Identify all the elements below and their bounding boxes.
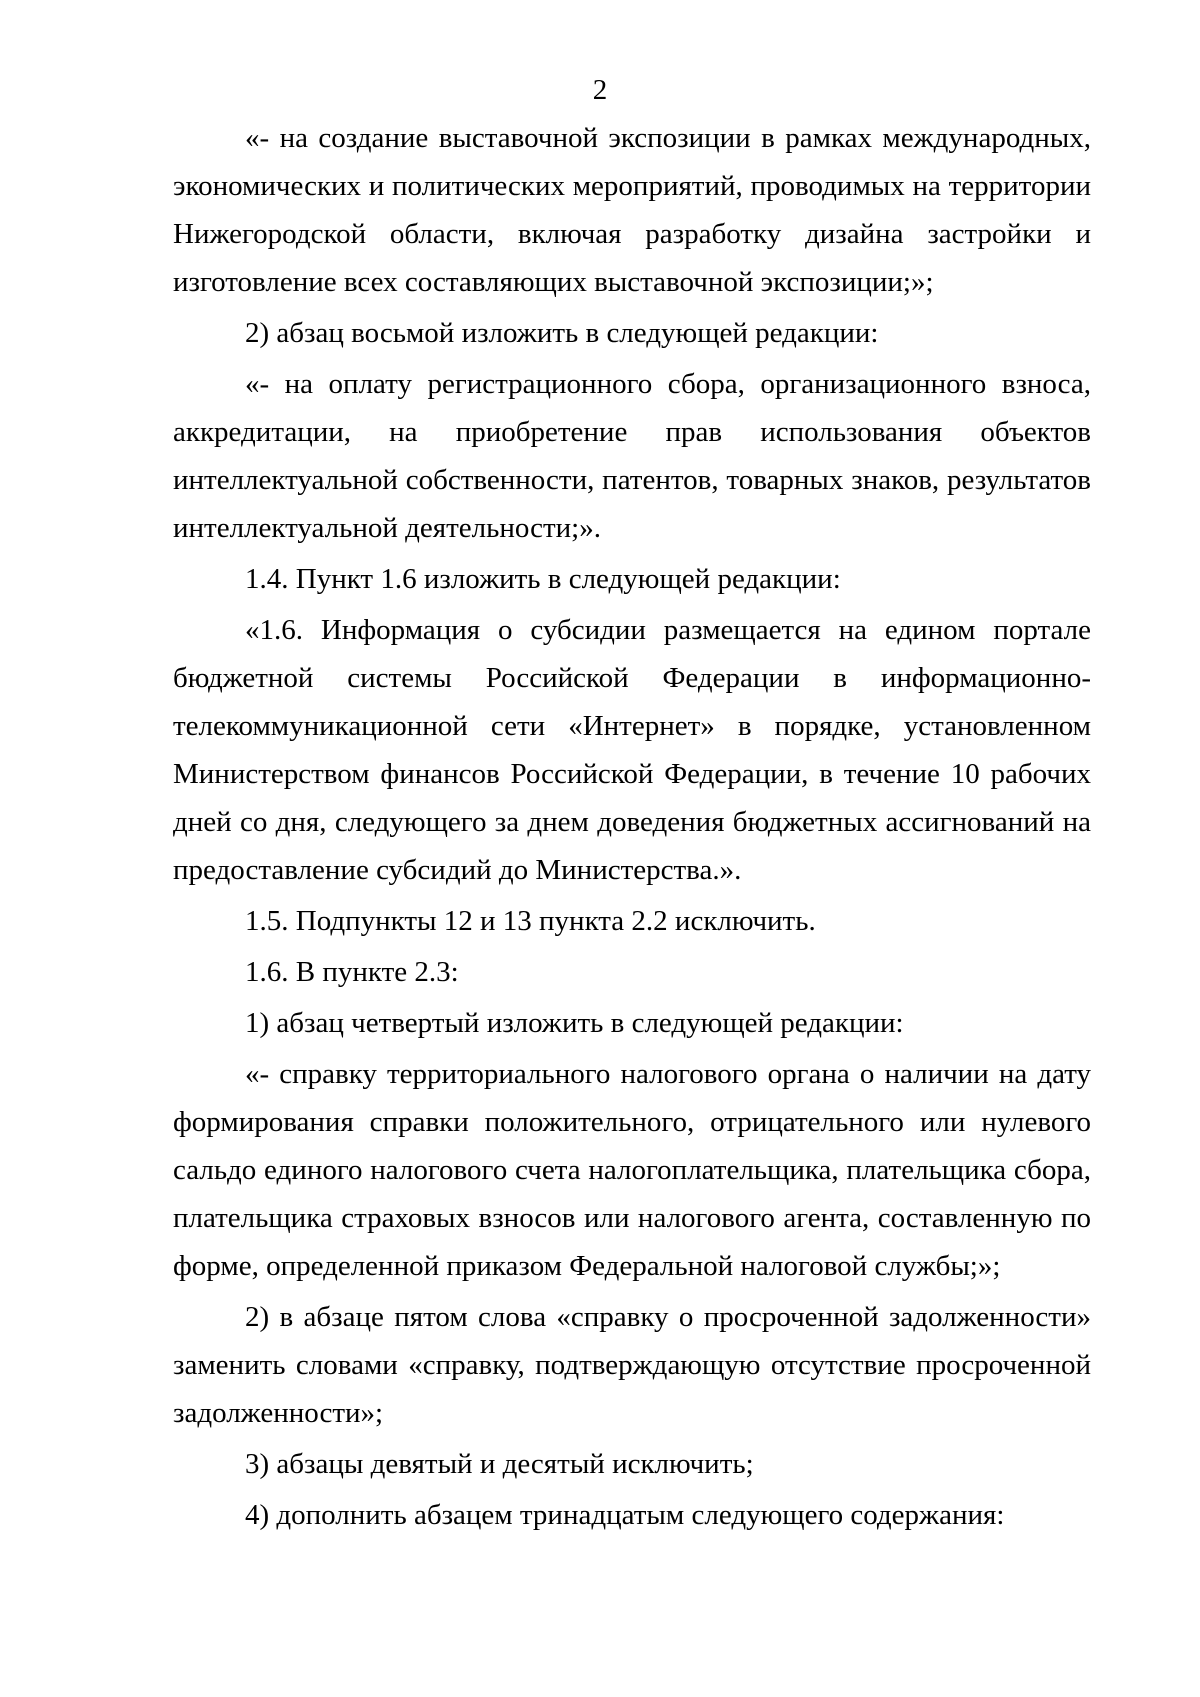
paragraph-item-1-6: 1.6. В пункте 2.3: xyxy=(245,956,459,988)
paragraph-exclude-ninth-tenth: 3) абзацы девятый и десятый исключить; xyxy=(245,1448,754,1480)
paragraph-amend-eighth: 2) абзац восьмой изложить в следующей редакции: xyxy=(245,317,879,349)
paragraph-registration-fee-clause: «- на оплату регистрационного сбора, организационного взноса, аккредитации, на приобретение прав использования объектов интеллектуальной собственности, патентов, товарных знаков, результатов интеллектуальной деятельности;». xyxy=(173,368,1091,544)
document-body xyxy=(173,114,1091,1542)
paragraph-item-1-5: 1.5. Подпункты 12 и 13 пункта 2.2 исключить. xyxy=(245,905,816,937)
paragraph-tax-certificate-clause: «- справку территориального налогового органа о наличии на дату формирования справки положительного, отрицательного или нулевого сальдо единого налогового счета налогоплательщика, плательщика сбора, плательщика страховых взносов или налогового агента, составленную по форме, определенной приказом Федеральной налоговой службы;»; xyxy=(173,1058,1091,1282)
paragraph-add-thirteenth: 4) дополнить абзацем тринадцатым следующего содержания: xyxy=(245,1499,1005,1531)
page-number: 2 xyxy=(592,74,608,106)
paragraph-subsidy-info-clause: «1.6. Информация о субсидии размещается на едином портале бюджетной системы Российской Федерации в информационно-телекоммуникационной сети «Интернет» в порядке, установленном Министерством финансов Российской Федерации, в течение 10 рабочих дней со дня, следующего за днем доведения бюджетных ассигнований на предоставление субсидий до Министерства.». xyxy=(173,614,1091,886)
paragraph-exhibition-clause: «- на создание выставочной экспозиции в рамках международных, экономических и политических мероприятий, проводимых на территории Нижегородской области, включая разработку дизайна застройки и изготовление всех составляющих выставочной экспозиции;»; xyxy=(173,122,1091,298)
paragraph-amend-fifth: 2) в абзаце пятом слова «справку о просроченной задолженности» заменить словами «справку, подтверждающую отсутствие просроченной задолженности»; xyxy=(173,1301,1091,1429)
paragraph-item-1-4: 1.4. Пункт 1.6 изложить в следующей редакции: xyxy=(245,563,841,595)
paragraph-amend-fourth: 1) абзац четвертый изложить в следующей редакции: xyxy=(245,1007,904,1039)
